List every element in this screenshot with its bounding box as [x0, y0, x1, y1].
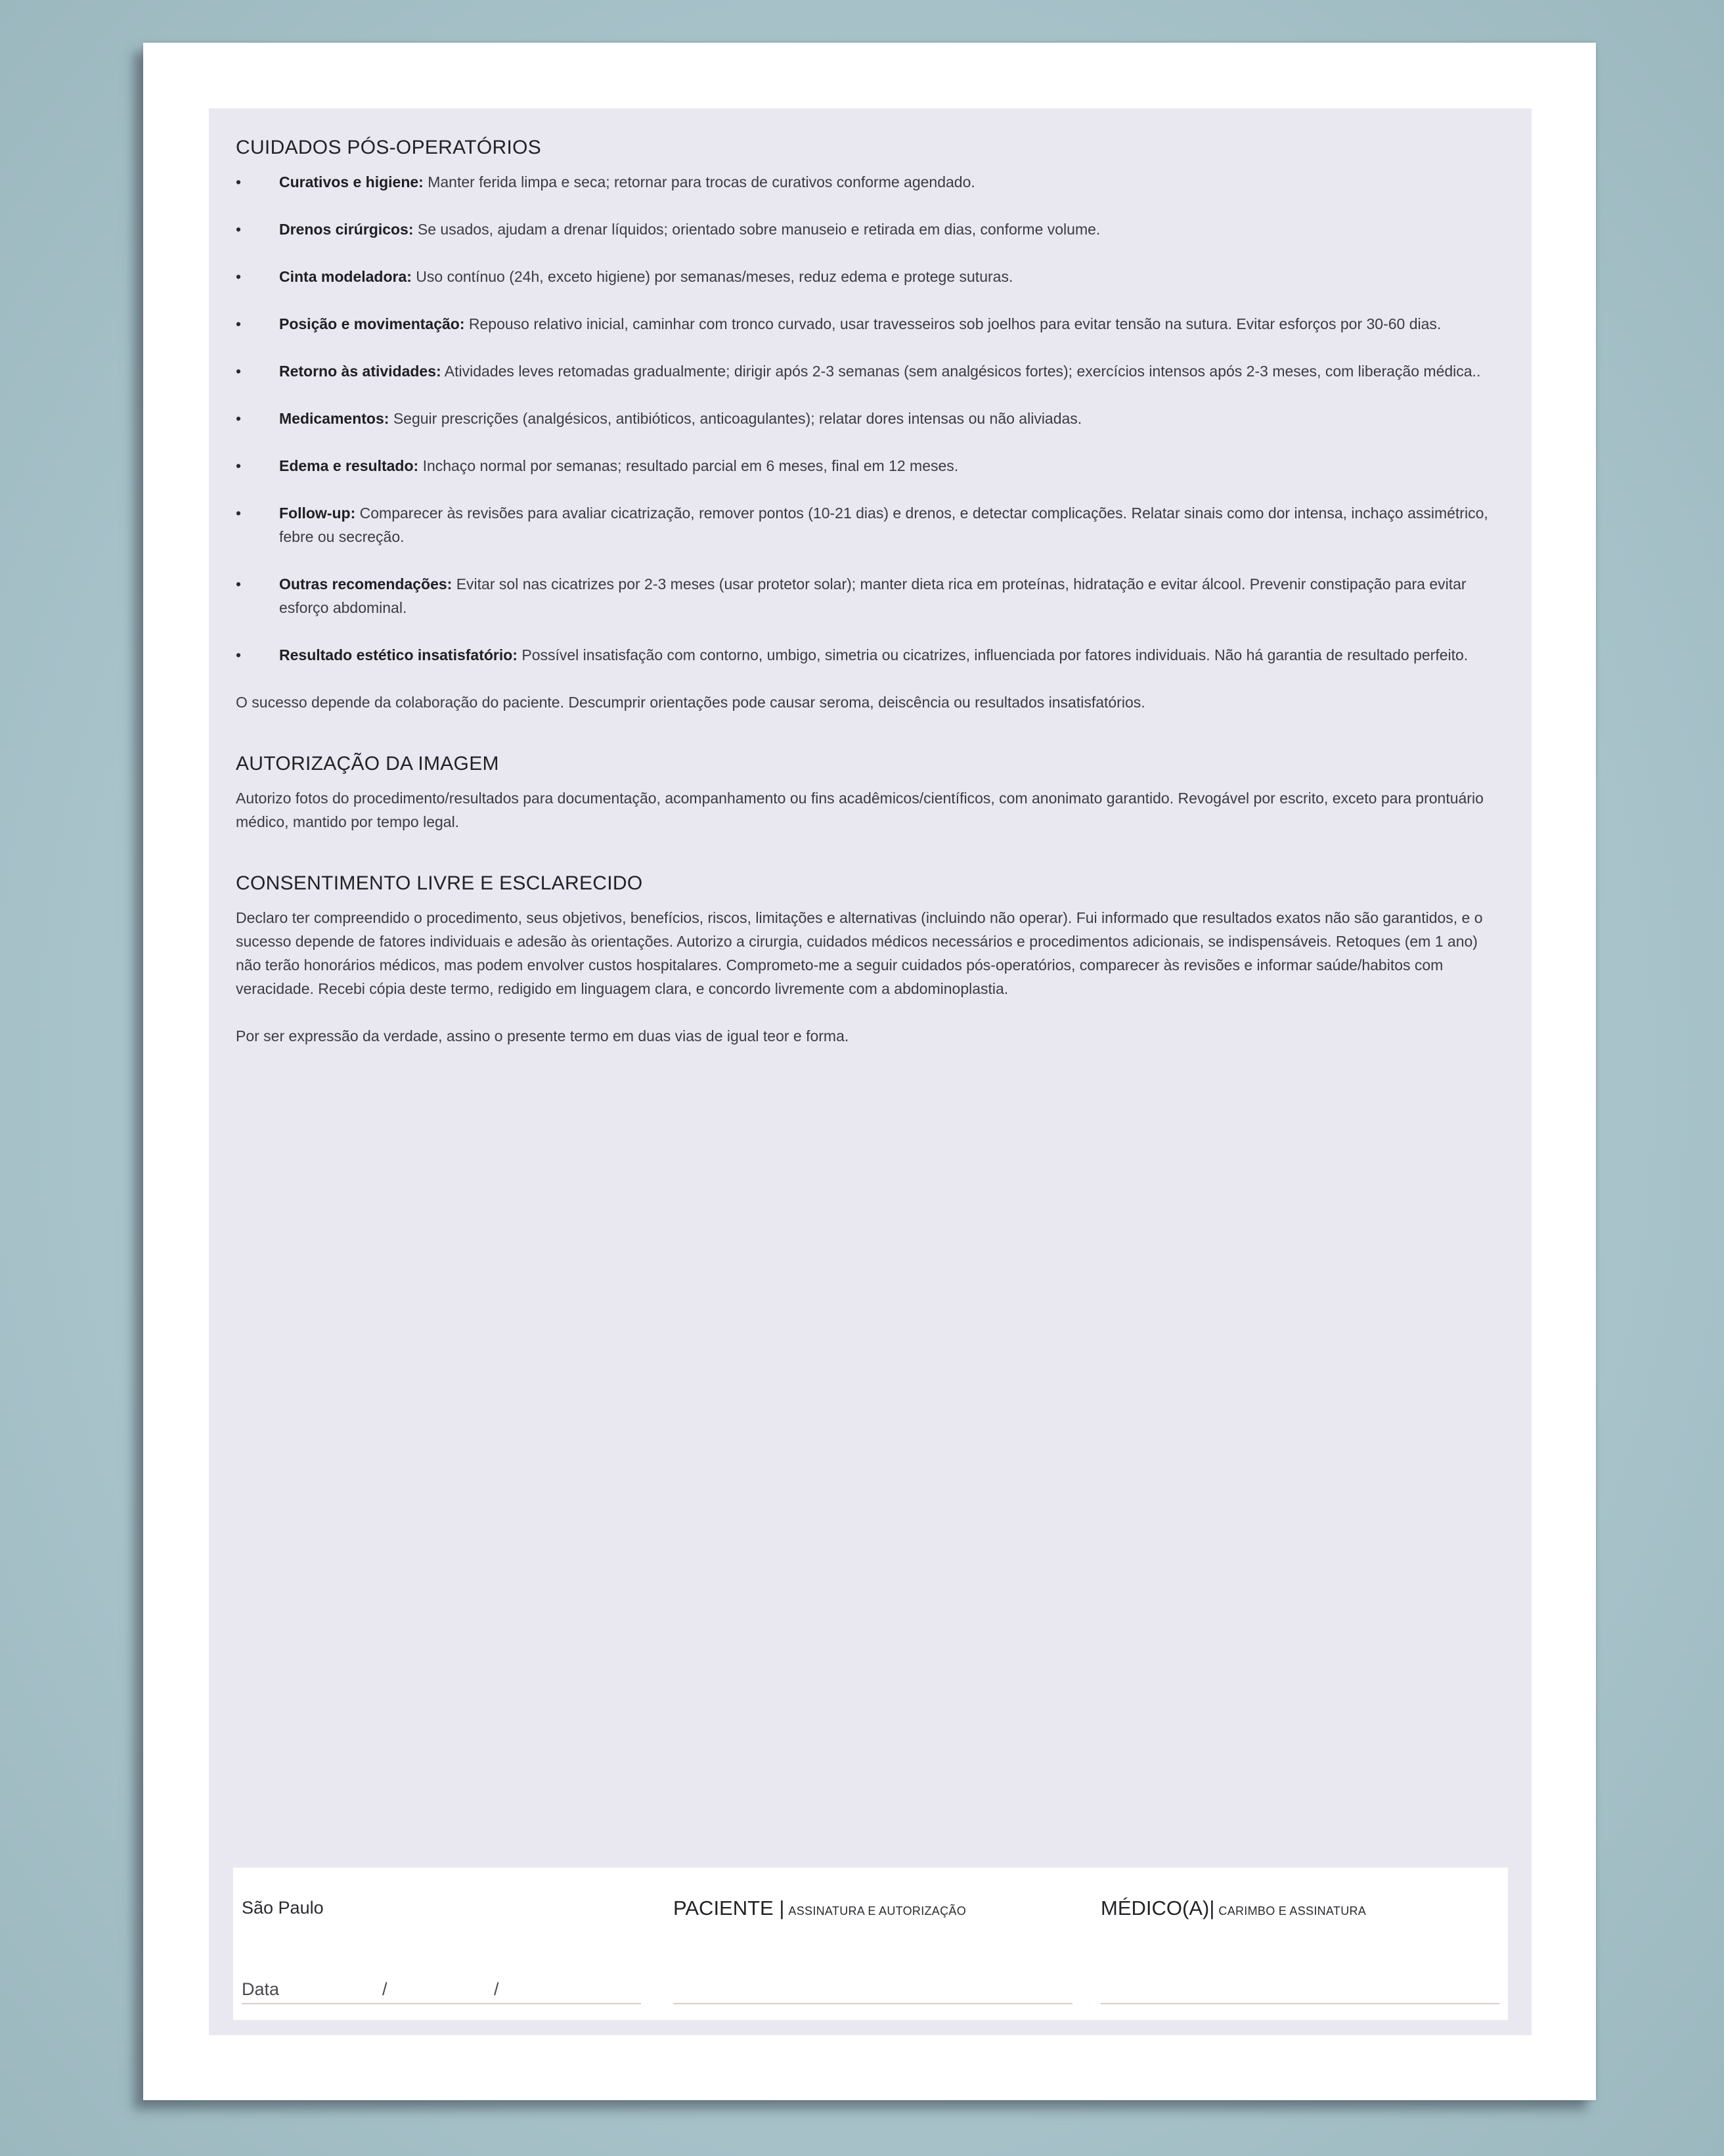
item-text: Uso contínuo (24h, exceto higiene) por semanas/meses, reduz edema e protege suturas.	[411, 268, 1013, 285]
patient-label: PACIENTE |	[673, 1897, 785, 1920]
date-field-line[interactable]	[242, 2003, 641, 2004]
list-item	[236, 217, 1503, 241]
bullet-icon: •	[236, 173, 242, 191]
bullet-icon: •	[236, 221, 242, 238]
doctor-signature-line[interactable]	[1101, 2003, 1499, 2004]
list-item	[236, 643, 1503, 667]
doctor-sublabel: CARIMBO E ASSINATURA	[1218, 1904, 1367, 1918]
list-item	[236, 501, 1503, 549]
bullet-icon: •	[236, 268, 242, 285]
item-label: Resultado estético insatisfatório:	[279, 646, 518, 663]
bullet-icon: •	[236, 363, 242, 380]
item-text: Comparecer às revisões para avaliar cicatrização, remover pontos (10-21 dias) e drenos, e detectar complicações. Relatar sinais como dor intensa, inchaço assimétrico, febre ou secreção.	[279, 505, 1488, 545]
image-auth-section-title: AUTORIZAÇÃO DA IMAGEM	[236, 753, 499, 775]
item-label: Outras recomendações:	[279, 575, 453, 593]
bullet-icon: •	[236, 505, 242, 522]
list-item	[236, 312, 1503, 336]
item-label: Drenos cirúrgicos:	[279, 221, 414, 238]
bullet-icon: •	[236, 646, 242, 663]
item-text: Possível insatisfação com contorno, umbigo, simetria ou cicatrizes, influenciada por fatores individuais. Não há garantia de resultado perfeito.	[517, 646, 1469, 663]
consent-section-title: CONSENTIMENTO LIVRE E ESCLARECIDO	[236, 872, 643, 894]
item-text: Manter ferida limpa e seca; retornar para trocas de curativos conforme agendado.	[423, 173, 975, 191]
section-spacer	[236, 834, 1503, 870]
list-item	[236, 407, 1503, 430]
content-panel	[209, 108, 1532, 2035]
patient-signature-line[interactable]	[673, 2003, 1072, 2004]
date-separator: /	[494, 1979, 499, 1999]
list-item	[236, 359, 1503, 383]
item-label: Edema e resultado:	[279, 457, 419, 474]
bullet-icon: •	[236, 457, 242, 474]
item-text: Atividades leves retomadas gradualmente; dirigir após 2-3 semanas (sem analgésicos fortes); exercícios intensos após 2-3 meses, com liberação médica..	[441, 363, 1481, 380]
care-closing-text: O sucesso depende da colaboração do paciente. Descumprir orientações pode causar seroma, deiscência ou resultados insatisfatórios.	[236, 694, 1145, 711]
signature-area	[233, 1868, 1508, 2020]
consent-text: Declaro ter compreendido o procedimento, seus objetivos, benefícios, riscos, limitações e alternativas (incluindo não operar). Fui informado que resultados exatos não são garantidos, e o sucesso depende de fatores individuais e adesão às orientações. Autorizo a cirurgia, cuidados médicos necessários e procedimentos adicionais, se indispensáveis. Retoques (em 1 ano) não terão honorários médicos, mas podem envolver custos hospitalares. Comprometo-me a seguir cuidados pós-operatórios, comparecer às revisões e informar saúde/habitos com veracidade. Recebi cópia deste termo, redigido em linguagem clara, e concordo livremente com a abdominoplastia.	[236, 909, 1483, 997]
item-text: Se usados, ajudam a drenar líquidos; orientado sobre manuseio e retirada em dias, conforme volume.	[413, 221, 1101, 238]
item-text: Inchaço normal por semanas; resultado parcial em 6 meses, final em 12 meses.	[418, 457, 959, 474]
document-content	[236, 135, 1503, 1048]
item-label: Follow-up:	[279, 505, 356, 522]
paragraph-spacer	[236, 1000, 1503, 1024]
list-item	[236, 454, 1503, 478]
patient-sublabel: ASSINATURA E AUTORIZAÇÃO	[788, 1904, 966, 1918]
item-label: Posição e movimentação:	[279, 315, 465, 332]
item-text: Seguir prescrições (analgésicos, antibióticos, anticoagulantes); relatar dores intensas ou não aliviadas.	[389, 410, 1082, 427]
city-label: São Paulo	[242, 1898, 324, 1918]
care-list	[236, 170, 1503, 667]
bullet-icon: •	[236, 410, 242, 427]
document-page	[143, 43, 1596, 2100]
doctor-signature-heading	[1101, 1897, 1366, 1920]
list-item	[236, 572, 1503, 619]
section-spacer	[236, 714, 1503, 751]
bullet-icon: •	[236, 575, 242, 593]
list-item	[236, 265, 1503, 288]
item-text: Repouso relativo inicial, caminhar com tronco curvado, usar travesseiros sob joelhos para evitar tensão na sutura. Evitar esforços por 30-60 dias.	[464, 315, 1442, 332]
item-label: Cinta modeladora:	[279, 268, 412, 285]
item-label: Retorno às atividades:	[279, 363, 441, 380]
date-separator: /	[382, 1979, 387, 1999]
item-label: Curativos e higiene:	[279, 173, 424, 191]
date-label: Data	[242, 1979, 280, 1999]
consent-closing-text: Por ser expressão da verdade, assino o presente termo em duas vias de igual teor e forma.	[236, 1027, 849, 1044]
list-item	[236, 170, 1503, 194]
patient-signature-heading	[673, 1897, 966, 1920]
bullet-icon: •	[236, 315, 242, 332]
item-label: Medicamentos:	[279, 410, 389, 427]
image-auth-text: Autorizo fotos do procedimento/resultados para documentação, acompanhamento ou fins acadêmicos/científicos, com anonimato garantido. Revogável por escrito, exceto para prontuário médico, mantido por tempo legal.	[236, 790, 1484, 830]
item-text: Evitar sol nas cicatrizes por 2-3 meses (usar protetor solar); manter dieta rica em proteínas, hidratação e evitar álcool. Prevenir constipação para evitar esforço abdominal.	[279, 575, 1467, 616]
doctor-label: MÉDICO(A)|	[1101, 1897, 1215, 1920]
care-section-title: CUIDADOS PÓS-OPERATÓRIOS	[236, 137, 542, 158]
